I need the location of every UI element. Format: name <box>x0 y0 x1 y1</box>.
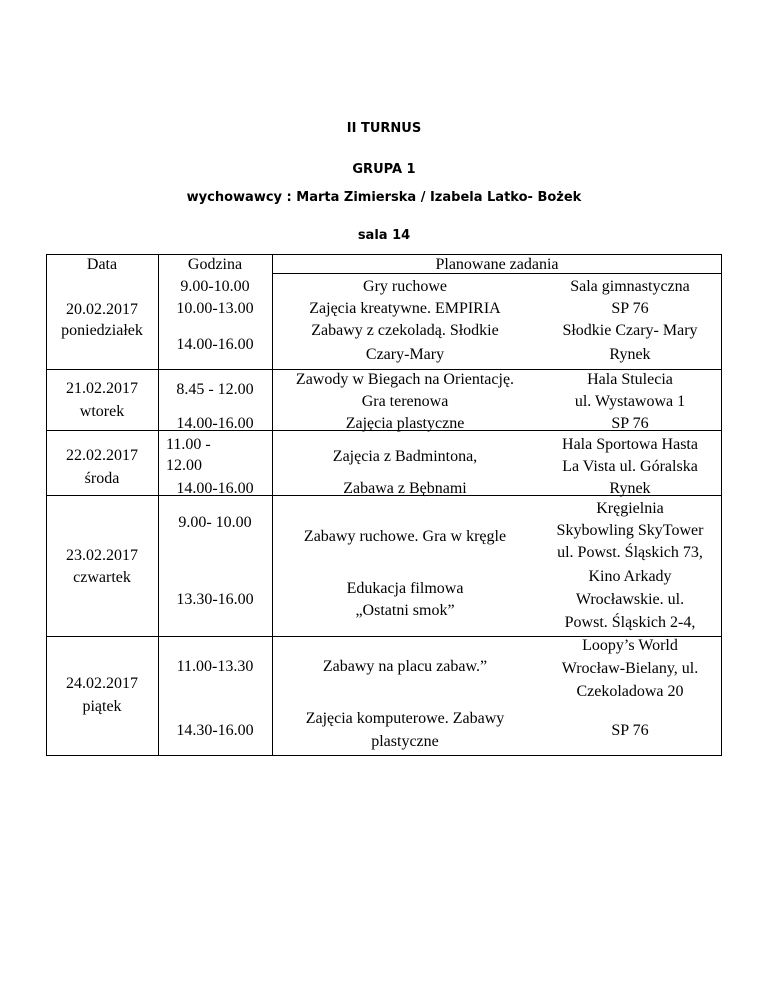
row-task: Czary-Mary <box>365 346 445 363</box>
row-time: 9.00-10.00 <box>180 278 250 295</box>
row-time: 12.00 <box>166 457 202 474</box>
row-place: Skybowling SkyTower <box>556 522 704 539</box>
row-time: 11.00-13.30 <box>176 658 254 675</box>
row-place: ul. Wystawowa 1 <box>574 393 686 410</box>
row-task: Zajęcia z Badmintona, <box>332 448 478 465</box>
row-task: Zajęcia plastyczne <box>345 415 465 432</box>
row-time: 11.00 - <box>166 436 211 453</box>
row-time: 13.30-16.00 <box>176 591 254 608</box>
day-date: 22.02.2017 <box>66 447 138 464</box>
row-place: Słodkie Czary- Mary <box>562 322 698 339</box>
day-date: 23.02.2017 <box>66 547 138 564</box>
day-weekday: środa <box>84 470 120 487</box>
row-place: Hala Sportowa Hasta <box>562 436 698 453</box>
title-sala: sala 14 <box>357 228 411 243</box>
header-zadania: Planowane zadania <box>435 256 559 273</box>
day-date: 21.02.2017 <box>66 380 138 397</box>
row-time: 9.00- 10.00 <box>178 514 252 531</box>
row-task: Zajęcia komputerowe. Zabawy <box>305 710 505 727</box>
day-date: 20.02.2017 <box>66 301 138 318</box>
row-place: Wrocławskie. ul. <box>575 591 685 608</box>
day-weekday: czwartek <box>73 569 131 586</box>
row-task: plastyczne <box>371 733 439 750</box>
row-place: Hala Stulecia <box>587 371 673 388</box>
row-place: Wrocław-Bielany, ul. <box>561 660 699 677</box>
title-grupa: GRUPA 1 <box>352 162 416 177</box>
day-weekday: poniedziałek <box>61 322 143 339</box>
row-place: Kino Arkady <box>588 568 672 585</box>
row-place: Loopy’s World <box>582 637 678 654</box>
row-place: La Vista ul. Góralska <box>562 458 698 475</box>
row-task: Zajęcia kreatywne. EMPIRIA <box>309 300 501 317</box>
row-place: Rynek <box>609 480 651 497</box>
title-wychowawcy: wychowawcy : Marta Zimierska / Izabela Latko- Bożek <box>186 190 582 205</box>
row-task: Zabawy ruchowe. Gra w kręgle <box>303 528 507 545</box>
row-place: SP 76 <box>611 300 649 317</box>
row-task: Zawody w Biegach na Orientację. <box>295 371 515 388</box>
row-place: SP 76 <box>611 415 649 432</box>
row-task: Edukacja filmowa <box>346 580 464 597</box>
day-date: 24.02.2017 <box>66 675 138 692</box>
header-data: Data <box>86 256 118 273</box>
row-place: Rynek <box>609 346 651 363</box>
row-time: 14.00-16.00 <box>176 415 254 432</box>
row-place: Sala gimnastyczna <box>570 278 690 295</box>
row-task: Gry ruchowe <box>363 278 447 295</box>
row-time: 8.45 - 12.00 <box>176 381 254 398</box>
schedule-table <box>46 254 722 756</box>
day-weekday: piątek <box>82 698 122 715</box>
row-place: ul. Powst. Śląskich 73, <box>557 544 703 561</box>
row-task: Zabawa z Bębnami <box>343 480 467 497</box>
row-time: 14.30-16.00 <box>176 722 254 739</box>
row-task: Zabawy z czekoladą. Słodkie <box>311 322 499 339</box>
header-godzina: Godzina <box>187 256 243 273</box>
row-place: Czekoladowa 20 <box>576 683 684 700</box>
row-task: Zabawy na placu zabaw.” <box>322 658 488 675</box>
day-weekday: wtorek <box>79 403 125 420</box>
row-place: SP 76 <box>611 722 649 739</box>
row-task: „Ostatni smok” <box>355 602 455 619</box>
row-time: 10.00-13.00 <box>176 300 254 317</box>
row-time: 14.00-16.00 <box>176 336 254 353</box>
row-place: Kręgielnia <box>596 500 664 517</box>
row-task: Gra terenowa <box>361 393 449 410</box>
title-turnus: II TURNUS <box>346 121 422 136</box>
row-time: 14.00-16.00 <box>176 480 254 497</box>
row-place: Powst. Śląskich 2-4, <box>564 614 696 631</box>
